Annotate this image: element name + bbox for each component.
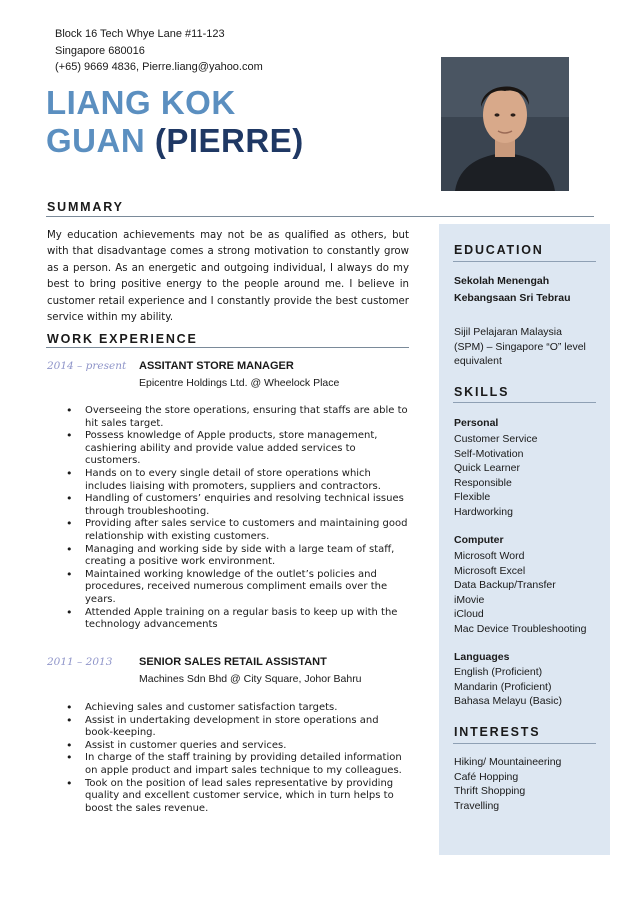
job-1-bullets xyxy=(66,405,409,632)
list-item: Data Backup/Transfer xyxy=(454,579,556,592)
name-line-1: LIANG KOK xyxy=(46,84,236,121)
phone-email: (+65) 9669 4836, Pierre.liang@yahoo.com xyxy=(55,61,263,73)
job-1-dates: 2014 – present xyxy=(47,360,127,372)
contact-block xyxy=(55,26,263,76)
skills-computer-list xyxy=(454,549,587,637)
skills-computer-heading: Computer xyxy=(454,534,504,546)
list-item: Microsoft Excel xyxy=(454,564,526,577)
address-line-1: Block 16 Tech Whye Lane #11-123 xyxy=(55,28,225,40)
job-2-dates: 2011 – 2013 xyxy=(47,656,113,668)
list-item: • Possess knowledge of Apple products, store management, cashiering ability and provide value added services to customers. xyxy=(66,430,409,468)
list-item: • Overseeing the store operations, ensuring that staffs are able to hit sales target. xyxy=(66,405,409,430)
interests-divider xyxy=(453,743,596,744)
portrait-image xyxy=(441,57,569,191)
list-item: Self-Motivation xyxy=(454,447,524,460)
list-item: Quick Learner xyxy=(454,462,520,475)
list-item: • Achieving sales and customer satisfaction targets. xyxy=(66,702,409,715)
list-item: Travelling xyxy=(454,799,500,812)
address-line-2: Singapore 680016 xyxy=(55,44,145,57)
list-item: Café Hopping xyxy=(454,770,519,783)
skills-languages-list xyxy=(454,665,562,709)
list-item: Customer Service xyxy=(454,433,538,445)
list-item: Bahasa Melayu (Basic) xyxy=(454,695,562,708)
interests-heading: INTERESTS xyxy=(454,725,541,739)
list-item: Responsible xyxy=(454,476,512,489)
list-item: iCloud xyxy=(454,608,484,621)
education-heading: EDUCATION xyxy=(454,243,544,257)
qualification-line: Sijil Pelajaran Malaysia xyxy=(454,326,562,338)
job-2-role: SENIOR SALES RETAIL ASSISTANT xyxy=(139,656,327,668)
list-item: • Took on the position of lead sales representative by providing quality and excellent customer service, which in turn helps to boost the sales revenue. xyxy=(66,778,409,816)
work-divider xyxy=(46,347,409,348)
qualification-line: (SPM) – Singapore “O” level xyxy=(454,340,586,353)
list-item: • Maintained working knowledge of the outlet’s policies and procedures, received numerous compliment emails over the years. xyxy=(66,569,409,607)
profile-photo xyxy=(441,57,569,191)
interests-list xyxy=(454,755,561,813)
name-line-2-first: GUAN xyxy=(46,122,146,159)
list-item: Mandarin (Proficient) xyxy=(454,680,552,693)
list-item: Flexible xyxy=(454,491,491,504)
list-item: Mac Device Troubleshooting xyxy=(454,622,587,635)
summary-divider xyxy=(46,216,594,217)
qualification xyxy=(454,325,586,369)
list-item: Hardworking xyxy=(454,505,513,518)
work-experience-heading: WORK EXPERIENCE xyxy=(47,332,198,346)
skills-languages-heading: Languages xyxy=(454,651,510,663)
list-item: • Providing after sales service to customers and maintaining good relationship with existing customers. xyxy=(66,518,409,543)
job-1-role: ASSITANT STORE MANAGER xyxy=(139,360,294,372)
list-item: Microsoft Word xyxy=(454,550,525,562)
list-item: • Assist in undertaking development in store operations and book-keeping. xyxy=(66,715,409,740)
list-item: • In charge of the staff training by providing detailed information on apple product and impart sales technique to my colleagues. xyxy=(66,752,409,777)
list-item: • Hands on to every single detail of store operations which includes liaising with promoters, suppliers and contractors. xyxy=(66,468,409,493)
qualification-line: equivalent xyxy=(454,355,502,368)
skills-divider xyxy=(453,402,596,403)
list-item: • Handling of customers’ enquiries and resolving technical issues through troubleshooting. xyxy=(66,493,409,518)
name-nickname: (PIERRE) xyxy=(154,122,304,159)
list-item: Thrift Shopping xyxy=(454,785,526,798)
list-item: Hiking/ Mountaineering xyxy=(454,756,562,768)
skills-personal-heading: Personal xyxy=(454,417,499,429)
list-item: • Managing and working side by side with a large team of staff, creating a positive work environment. xyxy=(66,544,409,569)
school-line-2: Kebangsaan Sri Tebrau xyxy=(454,292,571,304)
summary-heading: SUMMARY xyxy=(47,200,124,214)
list-item: • Assist in customer queries and services. xyxy=(66,740,409,753)
list-item: • Attended Apple training on a regular basis to keep up with the technology advancements xyxy=(66,607,409,632)
job-2-bullets xyxy=(66,702,409,815)
candidate-name xyxy=(46,84,304,160)
list-item: iMovie xyxy=(454,593,485,606)
school-line-1: Sekolah Menengah xyxy=(454,275,550,287)
skills-personal-list xyxy=(454,432,537,520)
job-1-company: Epicentre Holdings Ltd. @ Wheelock Place xyxy=(139,377,340,389)
summary-text: My education achievements may not be as qualified as others, but with that disadvantage comes a strong motivation to constantly grow as a person. As an energetic and outgoing individual, I always do my best to bring positive energy to the people around me. I believe in customer retail experience and I constantly provide the best customer service within my ability. xyxy=(47,230,409,324)
list-item: English (Proficient) xyxy=(454,666,543,678)
skills-heading: SKILLS xyxy=(454,385,510,399)
education-divider xyxy=(453,261,596,262)
job-2-company: Machines Sdn Bhd @ City Square, Johor Bahru xyxy=(139,673,362,685)
